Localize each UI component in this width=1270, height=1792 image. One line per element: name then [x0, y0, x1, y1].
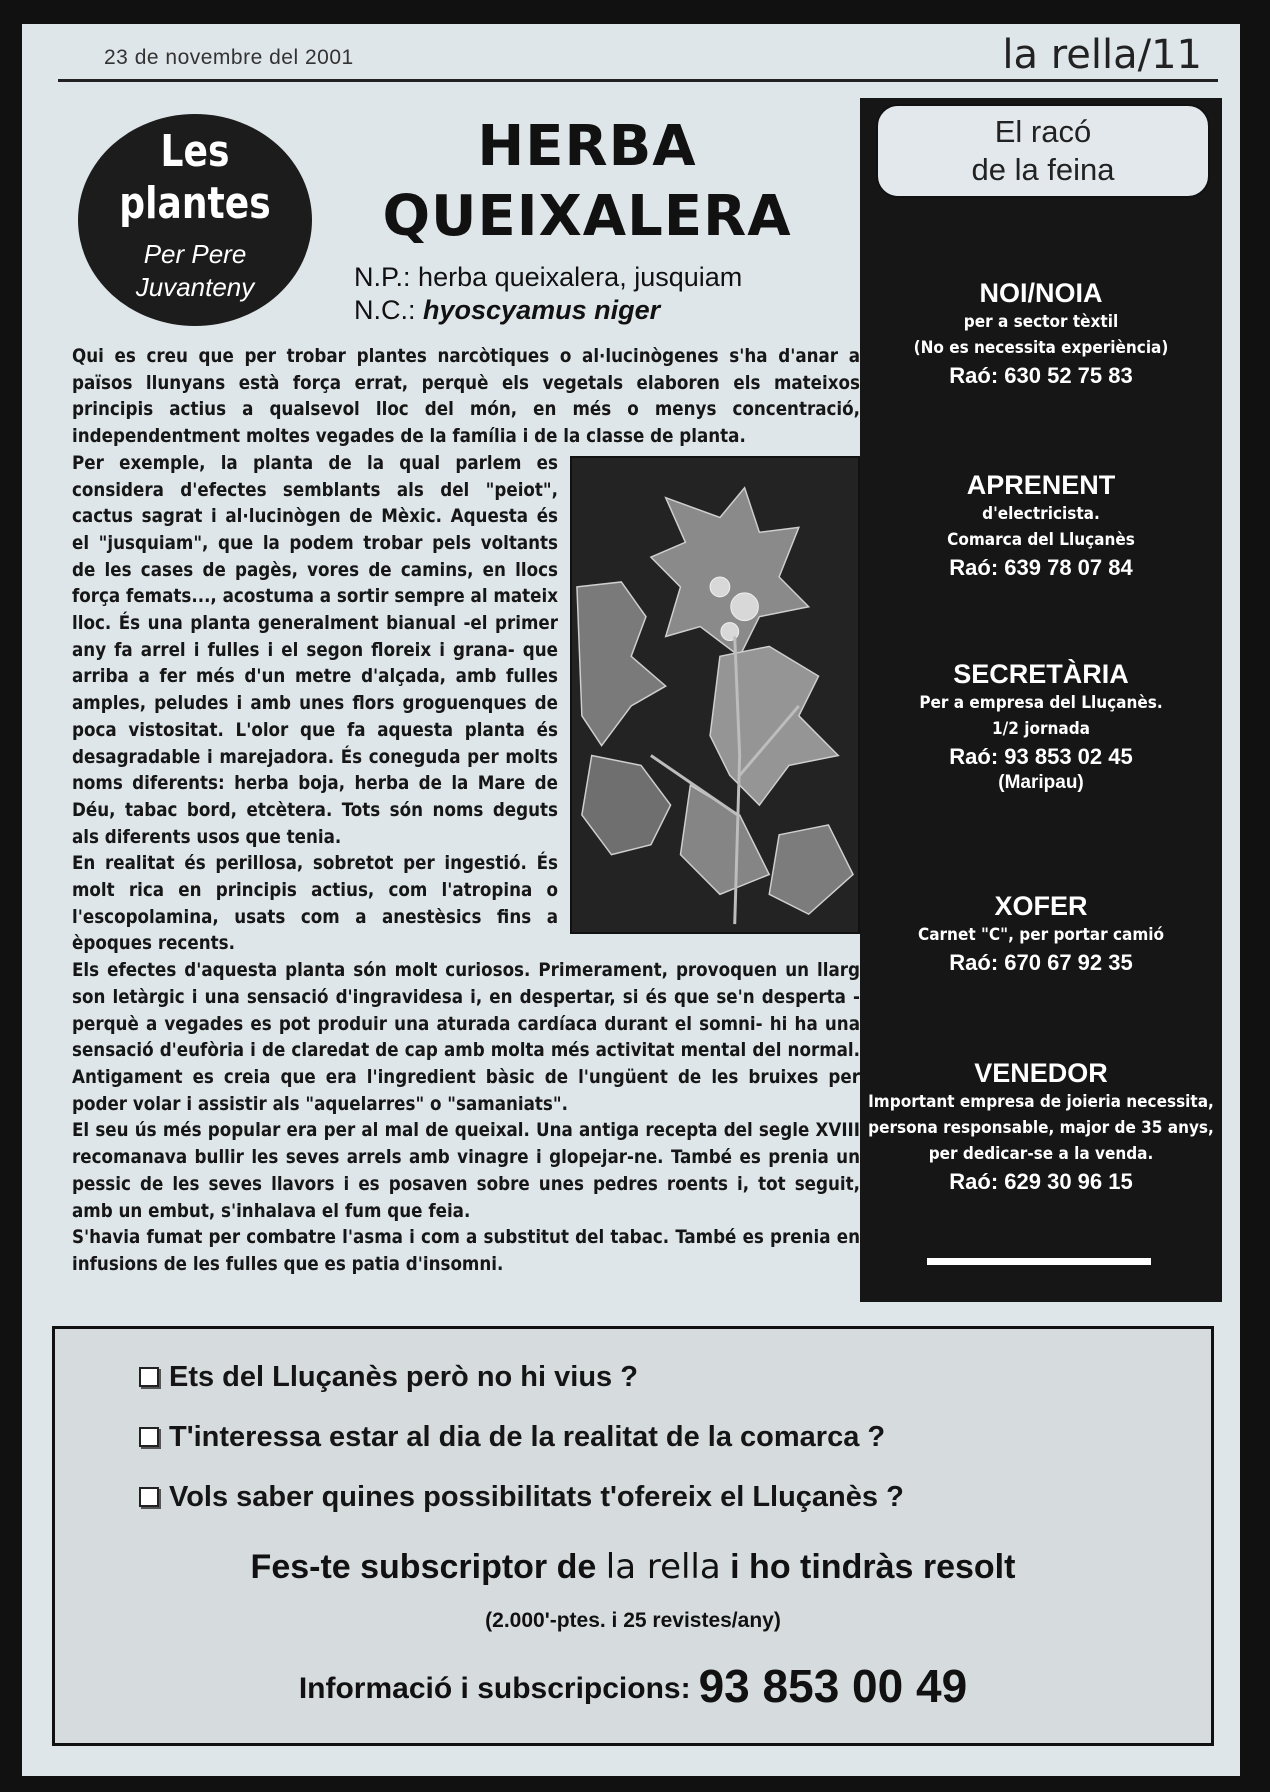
subscription-phone: 93 853 00 49	[698, 1660, 968, 1712]
job-title: NOI/NOIA	[979, 278, 1103, 308]
article-title-line2: QUEIXALERA	[382, 184, 792, 249]
job-description: Important empresa de joieria necessita,	[868, 1092, 1214, 1112]
job-contact: Raó: 639 78 07 84	[949, 555, 1133, 580]
jobs-heading-line1: El racó	[994, 114, 1092, 149]
job-description: (No es necessita experiència)	[913, 338, 1169, 358]
checkbox-icon	[139, 1427, 159, 1447]
sidebar-rule	[927, 1258, 1151, 1265]
job-contact: Raó: 629 30 96 15	[949, 1169, 1133, 1194]
job-listing	[860, 659, 1222, 795]
job-description: Per a empresa del Lluçanès.	[919, 693, 1163, 713]
article-paragraph: En realitat és perillosa, sobretot per ingestió. És molt rica en principis actius, com l'atropina o l'escopolamina, usats com a anestèsics fins a èpoques recents.	[72, 853, 558, 955]
subscription-ad	[52, 1326, 1214, 1746]
job-listing	[860, 891, 1222, 977]
page-number: la rella/11	[1002, 32, 1202, 78]
plant-photo	[570, 456, 860, 934]
jobs-heading-box	[876, 104, 1210, 198]
header-rule	[58, 79, 1218, 82]
job-title: VENEDOR	[974, 1058, 1108, 1088]
job-contact: Raó: 670 67 92 35	[949, 950, 1133, 975]
subscription-info: Informació i subscripcions: 93 853 00 49	[298, 1660, 968, 1712]
job-contact-person: (Maripau)	[998, 772, 1084, 793]
promo-question: T'interessa estar al dia de la realitat de la comarca ?	[139, 1421, 885, 1454]
article-paragraph: Qui es creu que per trobar plantes narcòtiques o al·lucinògenes s'ha d'anar a països llunyans està força errat, perquè els vegetals elaboren els mateixos principis actius a qualsevol lloc del món, en més o menys concentració, independentment moltes vegades de la família i de la classe de planta.	[72, 346, 860, 448]
subscribe-call-to-action: Fes-te subscriptor de la rella i ho tindràs resolt	[250, 1547, 1016, 1587]
promo-question: Ets del Lluçanès però no hi vius ?	[139, 1361, 638, 1394]
section-badge	[78, 114, 312, 326]
badge-author1: Per Pere	[143, 239, 247, 269]
article-paragraph: Per exemple, la planta de la qual parlem es considera d'efectes semblants als del "peiot", cactus sagrat i al·lucinògen de Mèxic. Aquesta és el "jusquiam", que la podem trobar pels voltants de les cases de pagès, vores de camins, en llocs força femats..., acostuma a sortir sempre al mateix lloc. És una planta generalment bianual -el primer any fa arrel i fulles i el segon floreix i grana- que arriba a fer més d'un metre d'alçada, amb fulles amples, peludes i amb unes flors groguenques de poca vistositat. L'olor que fa aquesta planta és desagradable i marejadora. És coneguda per molts noms diferents: herba boja, herba de la Mare de Déu, tabac bord, etcètera. Tots són noms deguts als diferents usos que tenia.	[72, 452, 558, 848]
badge-line2: plantes	[119, 178, 271, 229]
issue-date: 23 de novembre del 2001	[104, 46, 354, 69]
job-listing	[860, 278, 1222, 390]
job-contact: Raó: 93 853 02 45	[949, 744, 1133, 769]
job-contact: Raó: 630 52 75 83	[949, 363, 1133, 388]
job-listing	[860, 470, 1222, 582]
job-listing	[860, 1058, 1222, 1196]
job-title: XOFER	[994, 891, 1088, 921]
article-title-line1: HERBA	[477, 114, 697, 179]
badge-line1: Les	[160, 126, 230, 177]
jobs-sidebar	[860, 98, 1222, 1302]
job-description: persona responsable, major de 35 anys,	[868, 1118, 1214, 1138]
article-paragraph: El seu ús més popular era per al mal de queixal. Una antiga recepta del segle XVIII recomanava bullir les seves arrels amb vinagre i glopejar-ne. També es prenia un pessic de les seves llavors i es posaven sobre unes pedres roents i, tot seguit, amb un embut, s'inhalava el fum que feia.	[72, 1120, 860, 1222]
checkbox-icon	[139, 1487, 159, 1507]
job-description: 1/2 jornada	[992, 719, 1090, 739]
jobs-heading-line2: de la feina	[971, 152, 1115, 187]
job-description: per a sector tèxtil	[963, 312, 1119, 332]
article-body	[72, 344, 860, 1279]
job-description: d'electricista.	[982, 504, 1100, 524]
popular-name: N.P.: herba queixalera, jusquiam	[354, 262, 743, 292]
job-title: SECRETÀRIA	[953, 659, 1129, 689]
checkbox-icon	[139, 1367, 159, 1387]
magazine-page	[22, 24, 1240, 1776]
badge-author2: Juvanteny	[135, 272, 255, 302]
job-description: Carnet "C", per portar camió	[917, 925, 1165, 945]
job-description: Comarca del Lluçanès	[947, 530, 1135, 550]
article-paragraph: Els efectes d'aquesta planta són molt curiosos. Primerament, provoquen un llarg son letàrgic i una sensació d'ingravidesa i, en despertar, si és que se'n desperta -perquè a vegades es pot produir una aturada cardíaca durant el somni- hi ha una sensació d'eufòria i de claredat de cap amb molta més activitat mental del normal. Antigament es creia que era l'ingredient bàsic de l'ungüent de les bruixes per poder volar i assistir als "aquelarres" o "samaniats".	[72, 960, 860, 1115]
scientific-name: N.C.: hyoscyamus niger	[354, 295, 661, 325]
article-paragraph: S'havia fumat per combatre l'asma i com a substitut del tabac. També es prenia en infusions de les fulles que es patia d'insomni.	[72, 1227, 860, 1275]
subscription-price: (2.000'-ptes. i 25 revistes/any)	[485, 1609, 781, 1632]
job-description: per dedicar-se a la venda.	[928, 1144, 1154, 1164]
job-title: APRENENT	[966, 470, 1116, 500]
promo-question: Vols saber quines possibilitats t'ofereix el Lluçanès ?	[139, 1481, 904, 1514]
